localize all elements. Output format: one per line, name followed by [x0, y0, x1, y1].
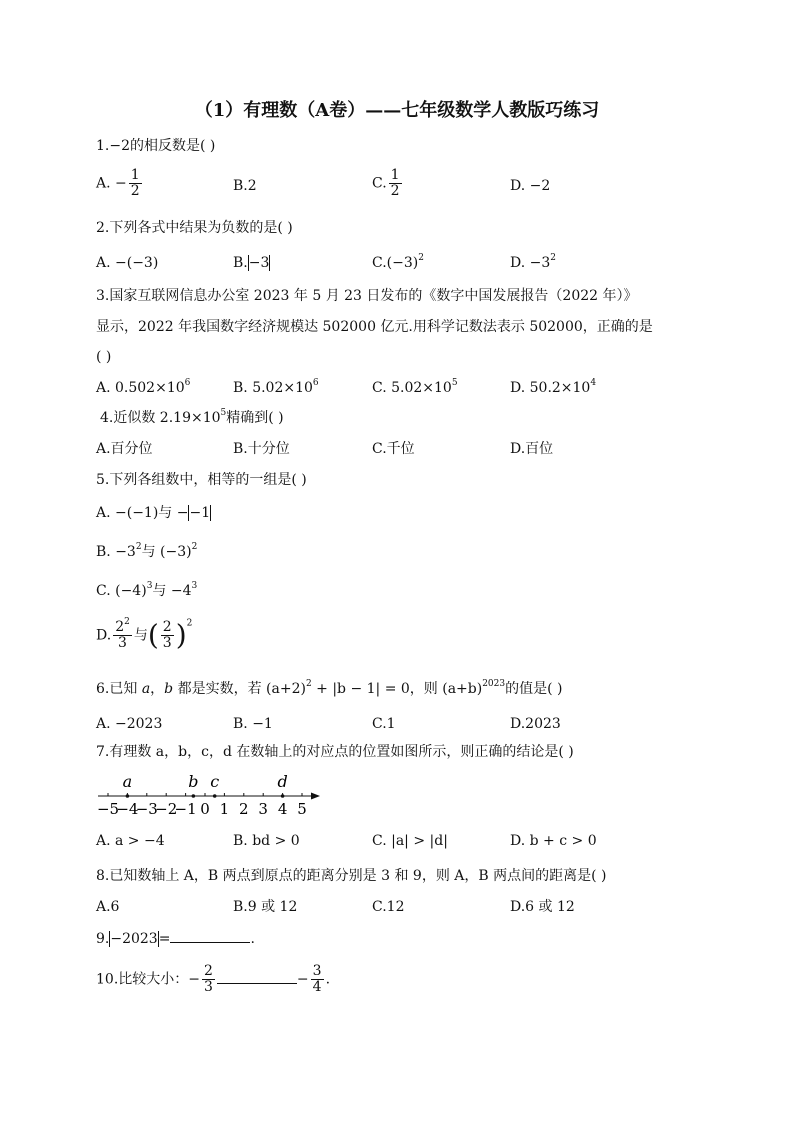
q2-b-value: −3 [248, 255, 270, 271]
q1-a-denominator: 2 [130, 183, 140, 199]
q7-option-b: B. bd > 0 [233, 833, 300, 849]
number-line-letter-c: c [210, 772, 220, 791]
abs-bar-right [210, 505, 211, 521]
q6-option-d: D.2023 [510, 716, 561, 732]
q5-d-exponent: 2 [186, 618, 193, 629]
q7-option-c: C. |a| > |d| [372, 833, 448, 849]
q3-option-d [510, 379, 596, 397]
q10-denominator-1: 3 [204, 979, 213, 995]
number-line-tick-label: 0 [200, 800, 210, 818]
question-1-stem: 1.−2的相反数是( ) [96, 138, 216, 154]
number-line-tick-label: −5 [96, 800, 120, 818]
number-line-point-a [126, 794, 130, 798]
q6-stem-mid-2: + |b − 1| = 0，则 (a+b) [311, 681, 483, 697]
q5-d-fraction-1 [113, 617, 132, 651]
q2-c-exponent: 2 [418, 253, 424, 263]
question-7-stem: 7.有理数 a，b，c，d 在数轴上的对应点的位置如图所示，则正确的结论是( ) [96, 744, 574, 760]
q10-denominator-2: 4 [312, 979, 322, 995]
q3-option-c [372, 379, 458, 397]
q1-a-sign: A. − [96, 175, 127, 192]
q5-c-base: C. (−4) [96, 583, 147, 599]
q5-option-b [96, 543, 197, 561]
q1-option-b: B.2 [233, 178, 257, 194]
q1-a-fraction [129, 168, 142, 199]
q4-stem-end: 精确到( ) [226, 410, 284, 426]
q5-d-denominator-1: 3 [118, 635, 127, 651]
question-3-line-3: ( ) [96, 349, 112, 365]
q1-option-c [372, 168, 404, 199]
q10-numerator-1: 2 [204, 963, 213, 979]
q1-option-a [96, 168, 144, 199]
q5-d-num-exponent: 2 [124, 617, 130, 627]
q2-c-label: C. [372, 255, 387, 271]
q6-stem-start: 6.已知 [96, 681, 142, 697]
q1-c-numerator: 1 [390, 167, 400, 183]
q4-option-c: C.千位 [372, 441, 415, 457]
q2-c-base: (−3) [386, 255, 419, 271]
q3-a-exponent: 6 [184, 378, 191, 388]
q5-b-base: B. −3 [96, 544, 136, 560]
question-2-stem: 2.下列各式中结果为负数的是( ) [96, 220, 293, 236]
q5-d-num-base: 2 [115, 619, 125, 635]
q3-a-text: A. 0.502×10 [96, 380, 185, 396]
q2-option-b [233, 254, 270, 272]
q6-comma: ， [150, 681, 165, 697]
question-8-stem: 8.已知数轴上 A，B 两点到原点的距离分别是 3 和 9，则 A，B 两点间的距离是( ) [96, 868, 607, 884]
number-line-arrow [311, 793, 320, 800]
q6-exponent-2: 2023 [482, 679, 506, 689]
q3-d-exponent: 4 [590, 378, 597, 388]
q5-c-mid: 与 −4 [152, 583, 192, 599]
question-5-stem: 5.下列各组数中，相等的一组是( ) [96, 472, 307, 488]
question-9 [96, 930, 255, 948]
q9-answer-blank[interactable] [170, 942, 250, 943]
q5-d-fraction-2 [161, 620, 174, 651]
abs-bar-right [269, 255, 270, 271]
q7-option-d: D. b + c > 0 [510, 833, 597, 849]
q5-b-exponent-1: 2 [135, 542, 142, 552]
q5-d-numerator-2: 2 [162, 619, 172, 635]
q9-period: . [250, 931, 255, 947]
q10-answer-blank[interactable] [217, 983, 297, 984]
q6-var-b: b [164, 681, 174, 697]
number-line-tick-label: −1 [174, 800, 197, 818]
number-line-point-b [192, 794, 196, 798]
q3-b-exponent: 6 [312, 378, 319, 388]
number-line-tick-label: 4 [277, 800, 288, 818]
right-paren: ) [175, 618, 187, 652]
q5-d-numerator-1 [113, 617, 132, 636]
q3-option-a [96, 379, 190, 397]
number-line-letter-b: b [188, 772, 199, 791]
q5-c-exponent-1: 3 [146, 581, 153, 591]
number-line-tick-label: 2 [239, 800, 249, 818]
number-line-letter-d: d [277, 772, 288, 791]
q9-number: 9. [96, 931, 110, 947]
q5-c-exponent-2: 3 [191, 581, 198, 591]
q9-equals: = [158, 931, 171, 947]
left-paren: ( [147, 618, 159, 652]
number-line-tick-label: −3 [135, 800, 158, 818]
number-line-tick-label: 1 [219, 800, 230, 818]
q5-option-a [96, 504, 211, 522]
question-3-line-2: 显示，2022 年我国数字经济规模达 502000 亿元.用科学记数法表示 502000，正确的是 [96, 319, 653, 335]
question-4-stem [100, 409, 284, 427]
q2-option-c [372, 254, 424, 272]
question-6-stem [96, 680, 562, 698]
q8-option-a: A.6 [96, 899, 120, 915]
q10-minus: − [296, 971, 309, 988]
q5-b-mid: 与 (−3) [141, 544, 192, 560]
number-line-figure [96, 768, 326, 820]
q4-option-a: A.百分位 [96, 441, 153, 457]
q4-option-d: D.百位 [510, 441, 554, 457]
q2-d-exponent: 2 [550, 253, 556, 263]
q6-exponent-1: 2 [305, 679, 312, 689]
q3-c-exponent: 5 [451, 378, 458, 388]
q6-option-b: B. −1 [233, 716, 273, 732]
q5-d-label: D. [96, 627, 112, 644]
q5-a-value: −1 [189, 505, 211, 521]
q8-option-b: B.9 或 12 [233, 899, 298, 915]
q6-stem-end: 的值是( ) [505, 681, 563, 697]
question-3-line-1: 3.国家互联网信息办公室 2023 年 5 月 23 日发布的《数字中国发展报告（2022 年）》 [96, 288, 638, 304]
q4-stem-start: 4.近似数 2.19×10 [100, 410, 221, 426]
q3-option-b [233, 379, 319, 397]
number-line-tick-label: −2 [155, 800, 178, 818]
q5-option-d [96, 617, 193, 652]
q6-var-a: a [141, 681, 151, 697]
q5-d-mid: 与 [133, 627, 148, 644]
q4-exponent: 5 [220, 408, 227, 418]
q6-option-a: A. −2023 [96, 716, 163, 732]
q7-option-a: A. a > −4 [96, 833, 165, 849]
q3-b-text: B. 5.02×10 [233, 380, 313, 396]
q10-fraction-2 [311, 964, 324, 995]
q1-c-label: C. [372, 175, 387, 192]
number-line-tick-label: 5 [297, 800, 307, 818]
q10-period: . [325, 971, 331, 988]
q5-b-exponent-2: 2 [191, 542, 198, 552]
q6-option-c: C.1 [372, 716, 396, 732]
q10-fraction-1 [202, 964, 215, 995]
question-10 [96, 964, 330, 995]
number-line-point-c [213, 794, 217, 798]
q2-b-label: B. [233, 255, 248, 271]
q5-option-c [96, 582, 197, 600]
q8-option-c: C.12 [372, 899, 405, 915]
number-line-tick-label: −4 [116, 800, 139, 818]
q8-option-d: D.6 或 12 [510, 899, 575, 915]
q4-option-b: B.十分位 [233, 441, 290, 457]
number-line-tick-label: 3 [258, 800, 268, 818]
q1-option-d: D. −2 [510, 178, 551, 194]
q5-d-denominator-2: 3 [162, 635, 172, 651]
q1-c-fraction [389, 168, 402, 199]
q1-a-numerator: 1 [130, 167, 140, 183]
q2-d-base: D. −3 [510, 255, 551, 271]
q1-c-denominator: 2 [390, 183, 400, 199]
number-line-letter-a: a [122, 772, 133, 791]
q6-stem-mid: 都是实数，若 (a+2) [173, 681, 306, 697]
q2-option-d [510, 254, 556, 272]
q3-c-text: C. 5.02×10 [372, 380, 452, 396]
number-line-point-d [281, 794, 285, 798]
q10-text: 10.比较大小：− [96, 971, 200, 988]
q2-option-a: A. −(−3) [96, 255, 159, 271]
q5-a-text: A. −(−1)与 − [96, 505, 189, 521]
q10-numerator-2: 3 [312, 963, 322, 979]
q9-value: −2023 [110, 931, 158, 947]
q3-d-text: D. 50.2×10 [510, 380, 591, 396]
page-title: （1）有理数（A卷）——七年级数学人教版巧练习 [194, 100, 600, 121]
